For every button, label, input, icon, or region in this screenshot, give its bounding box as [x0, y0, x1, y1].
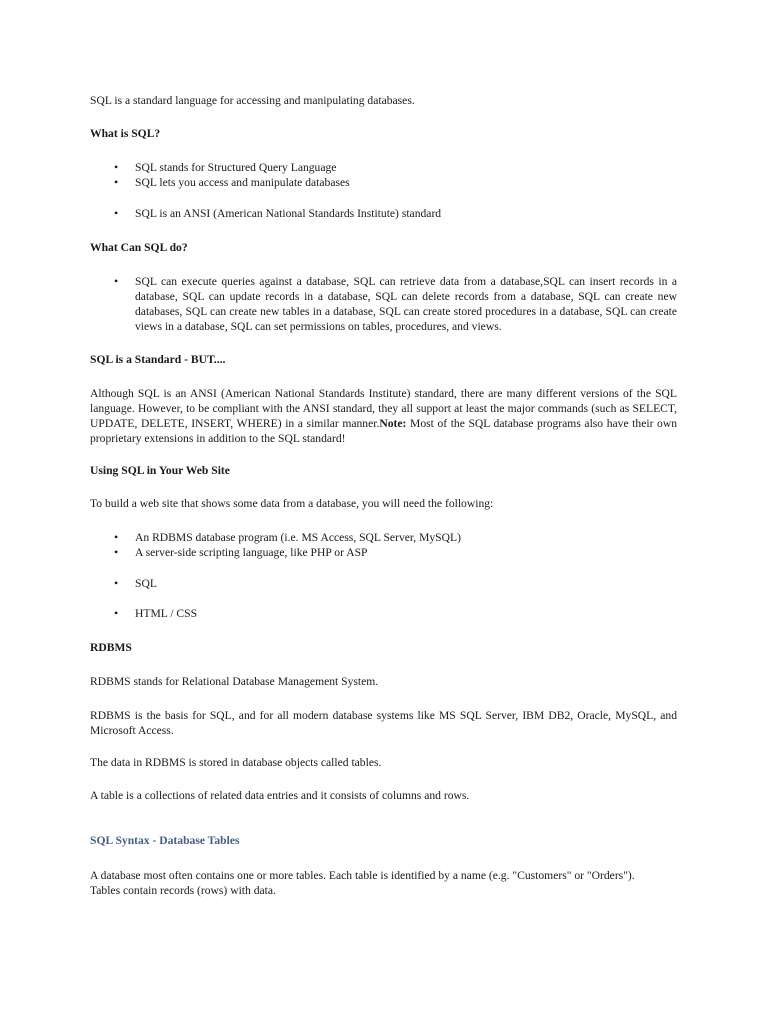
list-item: • SQL [90, 576, 677, 591]
rdbms-paragraph: RDBMS stands for Relational Database Management System. [90, 675, 379, 688]
standard-paragraph [90, 386, 677, 446]
web-site-requirements-list [90, 530, 677, 560]
rdbms-paragraph: The data in RDBMS is stored in database objects called tables. [90, 756, 382, 769]
heading-rdbms: RDBMS [90, 641, 132, 654]
heading-sql-syntax: SQL Syntax - Database Tables [90, 834, 240, 847]
list-item: • A server-side scripting language, like PHP or ASP [90, 545, 677, 560]
heading-using-sql-web-site: Using SQL in Your Web Site [90, 464, 230, 477]
list-item: • SQL lets you access and manipulate databases [90, 175, 677, 190]
what-is-sql-list-continued [90, 206, 677, 221]
standard-text: Although SQL is an ANSI (American National Standards Institute) standard, there are many different versions of the SQL language. However, to be compliant with the ANSI standard, they all support at least the major commands (such as SELECT, UPDATE, DELETE, INSERT, WHERE) in a similar manner. [90, 387, 677, 430]
syntax-paragraph: A database most often contains one or more tables. Each table is identified by a name (e.g. "Customers" or "Orders"). Tables contain records (rows) with data. [90, 869, 635, 897]
heading-what-can-sql-do: What Can SQL do? [90, 241, 188, 254]
heading-sql-standard: SQL is a Standard - BUT.... [90, 353, 226, 366]
web-site-requirements-list-html [90, 606, 677, 621]
what-can-sql-do-list [90, 274, 677, 334]
list-item: • SQL can execute queries against a database, SQL can retrieve data from a database,SQL can insert records in a database, SQL can update records in a database, SQL can delete records from a database, SQL can create new databases, SQL can create new tables in a database, SQL can create stored procedures in a database, SQL can create views in a database, SQL can set permissions on tables, procedures, and views. [90, 274, 677, 334]
standard-text-continued: Most of the SQL database programs also have their own proprietary extensions in addition to the SQL standard! [90, 417, 677, 445]
rdbms-paragraph: A table is a collections of related data entries and it consists of columns and rows. [90, 789, 470, 802]
list-item: • An RDBMS database program (i.e. MS Access, SQL Server, MySQL) [90, 530, 677, 545]
what-is-sql-list [90, 160, 677, 190]
list-item: • SQL stands for Structured Query Language [90, 160, 677, 175]
list-item: • SQL is an ANSI (American National Standards Institute) standard [90, 206, 677, 221]
intro-paragraph: SQL is a standard language for accessing and manipulating databases. [90, 94, 415, 107]
web-site-paragraph: To build a web site that shows some data from a database, you will need the following: [90, 497, 494, 510]
list-item: • HTML / CSS [90, 606, 677, 621]
heading-what-is-sql: What is SQL? [90, 127, 161, 140]
rdbms-paragraph: RDBMS is the basis for SQL, and for all modern database systems like MS SQL Server, IBM DB2, Oracle, MySQL, and Microsoft Access. [90, 709, 677, 737]
note-label: Note: [379, 417, 407, 430]
web-site-requirements-list-sql [90, 576, 677, 591]
